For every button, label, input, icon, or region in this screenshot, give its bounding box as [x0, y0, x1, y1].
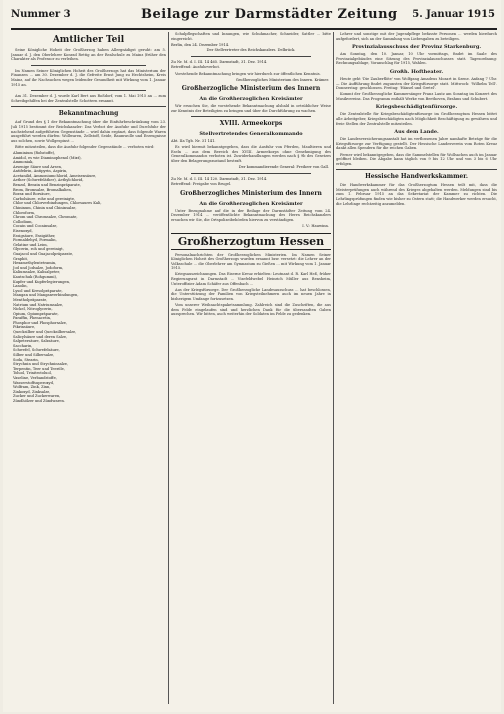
column-1: [11, 32, 166, 706]
paragraph: Wir ersuchen Sie, die vorstehende Bekanntmachung alsbald in ortsüblicher Weise zur Kenntnis der Beteiligten zu bringen und über die Durchführung zu wachen.: [171, 104, 331, 113]
list-item: Pikrinsäure,: [13, 325, 36, 330]
heading-kriegsbeschaedigtenfuersorge: Kriegsbeschädigtenfürsorge.: [375, 104, 458, 111]
list-item: Antifebrin, Antipyrin, Aspirin,: [13, 169, 68, 174]
heading-aus-dem-lande: Aus dem Lande.: [394, 129, 439, 136]
list-item: Nickel, Nitroglycerin,: [13, 307, 53, 312]
list-item: Saccharin,: [13, 343, 33, 348]
heading-amtlicher-teil: Amtlicher Teil: [52, 35, 125, 45]
list-item: Guajacol und Guajacolpräparate,: [13, 251, 74, 256]
reference-line: Zu Nr. M. d. I. III. 14 465. Darmstadt, 31. Dez. 1914.: [171, 59, 268, 64]
heading-ministerium: Großherzogliche Ministerium des Innern: [181, 85, 321, 93]
issue-date: 5. Januar 1915: [412, 9, 495, 20]
list-item: Phosphor und Phosphorsalze,: [13, 320, 67, 325]
column-3: [336, 32, 497, 706]
list-item: Kaliumsalze, Kalisalpeter,: [13, 270, 61, 275]
list-item: Ammoniak,: [13, 160, 34, 165]
list-item: Benzol, Benzin und Benzinpräparate,: [13, 183, 81, 188]
column-2: [171, 32, 331, 706]
reference-line: Abt. IIa Tgb. Nr. 31 141.: [171, 139, 216, 144]
divider: [11, 106, 166, 107]
paragraph: Die Landesversicherungsanstalt hat im verflossenen Jahre namhafte Beträge für die Kriegsfürsorge zur Verfügung gestellt. Der Hessische Landesverein vom Roten Kreuz dankt allen Spendern für die reichen Gaben.: [336, 137, 497, 151]
list-item: Opium, Opiumpräparate,: [13, 311, 59, 316]
list-item: Natrium und Natriumsalze,: [13, 302, 64, 307]
divider: [336, 169, 497, 170]
list-item: Aluminium (Rohstoffe),: [13, 150, 56, 155]
paragraph: Seine Königliche Hoheit der Großherzog haben Allergnädigst geruht: am 5. Januar d. J. den Oberlehrer Konrad Rettig an der Realschule zu Mainz (früher den Charakter als Professor zu verleihen.: [11, 48, 166, 62]
list-item: Lanolin,: [13, 284, 28, 289]
list-item: Salpetersäure, Salzsäure,: [13, 339, 60, 344]
signature: Der Stellvertreter des Reichskanzlers. Delbrück.: [206, 48, 296, 53]
heading-kreisaemter: An die Großherzoglichen Kreisämter: [199, 96, 303, 103]
subject-line: Betreffend: Freigabe von Brugel.: [171, 182, 232, 187]
subject-line: Betreffend: Ausfuhrverbot.: [171, 65, 221, 70]
list-item: Zündhölzer und Zündwaren.: [13, 398, 65, 403]
paragraph: Die Handwerkskammer für das Großherzogtum Hessen teilt mit, dass die Meisterprüfungen auch während des Krieges abgehalten werden. Meldungen sind bis zum 1. Februar 1915 an das Sekretariat der Kammer zu richten. Die Lehrlingsprüfungen finden wie bisher zu Ostern statt; die Handwerker werden ersucht, die Lehrlinge rechtzeitig anzumelden.: [336, 183, 497, 206]
column-divider: [168, 32, 169, 704]
list-item: Paraffin, Phenacetin,: [13, 316, 52, 321]
list-item: Collodium,: [13, 219, 33, 224]
divider: [31, 65, 146, 66]
paragraph: Aus der Kriegsfürsorge. Der Großherzogliche Landesausschuss ... hat beschlossen, die Unterstützung der Familien von Kriegsteilnehmern auch im neuen Jahre in bisherigem Umfange fortzusetzen.: [171, 287, 331, 301]
paragraph: Unter Bezugnahme auf die in der Beilage der Darmstädter Zeitung vom 24. Dezember 1914 ... veröffentlichte Bekanntmachung des Herrn Reichskanzlers ersuchen wir Sie, die Ortspolizeibehörden hiervon zu verständigen.: [171, 208, 331, 222]
list-item: Soda, Stearin,: [13, 357, 39, 362]
list-item: Kupfer und Kupferlegierungen,: [13, 279, 71, 284]
heading-handwerkskammer: Hessische Handwerkskammer.: [365, 173, 468, 181]
list-item: Eisenoxyd,: [13, 229, 33, 233]
list-item: Aether (Schwefeläther), Aethylchlorid,: [13, 178, 84, 183]
masthead: [11, 6, 497, 30]
paragraph: Am 31. Dezember d. J. wurde Karl Bert aus Roßdorf, vom 1. Mai 1915 an ... zum Schreibgehilfen bei der Zentralstelle Schottern ernannt.: [11, 94, 166, 103]
list-item: Kautschuk (Rohgummi),: [13, 274, 58, 279]
list-item: Jod und Jodsalze, Jodoform,: [13, 265, 64, 270]
dateline: Berlin, den 24. Dezember 1914.: [171, 42, 230, 47]
heading-grossherzogtum-hessen: Großherzogtum Hessen: [171, 233, 331, 250]
issue-number: Nummer 3: [11, 9, 71, 20]
signature: I. V.: Hauwinn.: [302, 223, 329, 228]
divider: [191, 173, 311, 174]
list-item: Graphit,: [13, 256, 29, 261]
divider: [31, 90, 146, 91]
list-item: Silber und Silbersalze,: [13, 353, 55, 358]
paragraph: Vom unserer Weihnachtspaketsammlung. Zahlreich sind die Zuschriften, die aus dem Felde eingelaufen sind und herzlichen Dank für die übersandten Gaben aussprechen. Wir bitten, auch weiterhin der Soldaten im Felde zu gedenken.: [171, 303, 331, 317]
list-item: Chlor und Chlorverbindungen, Chlorsaures Kali,: [13, 201, 102, 206]
heading-bekanntmachung: Bekanntmachung: [58, 110, 119, 118]
list-item: Borax und Borsäure,: [13, 192, 51, 197]
list-item: Quecksilber und Quecksilbersalze,: [13, 330, 77, 335]
list-item: Terpentin, Teer und Teeröle,: [13, 366, 65, 371]
list-item: Chininum, Chinin und Chininsalze,: [13, 206, 77, 211]
list-item: Arsenige Säure und Arsen,: [13, 164, 63, 169]
list-item: Acetanilid, Ammoniumchlorid, Ameisensäure,: [13, 173, 97, 178]
list-item: Chloroform,: [13, 210, 36, 215]
list-item: Cocain und Cocainsalze,: [13, 224, 58, 229]
heading-ministerium: Großherzogliches Ministerium des Innern: [180, 189, 322, 197]
heading-kreisaemter: An die Großherzoglichen Kreisämter: [199, 200, 303, 207]
list-item: Hexamethylentetramin,: [13, 261, 57, 266]
list-item: Glycerin, roh und gereinigt,: [13, 247, 64, 252]
list-item: Zinkoxyd, Zinksalze,: [13, 389, 51, 394]
list-item: Zucker und Zuckerwaren,: [13, 394, 61, 399]
list-item: Brom, Bromsalze, Bromalkalien,: [13, 187, 73, 192]
list-item: Salicylsäure und deren Salze,: [13, 334, 68, 339]
paragraph: Im Namen Seiner Königlichen Hoheit des Großherzogs hat das Ministerium der Finanzen ... am 30. Dezember d. J. die Gefreite Ernst Jung zu Hechtsheim, Kreis Mainz, auf ihr Nachsuchen wegen leidender Gesundheit mit Wirkung vom 1. Januar 1915 an.: [11, 68, 166, 87]
paragraph: Vorstehende Bekanntmachung bringen wir hierdurch zur öffentlichen Kenntnis.: [175, 71, 321, 76]
heading-armeekorps: XVIII. Armeekorps: [219, 120, 283, 128]
list-item: Wolfram, Zink, Zinn,: [13, 385, 51, 390]
divider: [191, 116, 311, 117]
subheading-generalkommando: Stellvertretendes Generalkommando: [199, 131, 303, 138]
heading-hoftheater: Großh. Hoftheater.: [389, 68, 444, 75]
paragraph: Kriegsauszeichnungen. Das Eiserne Kreuz erhielten: Leutnant d. R. Karl Heß, früher Regierungsrat in Darmstadt ... Vizefeldwebel Heinrich Müller aus Bensheim, Unteroffizier Adam Schäfer aus Offenbach ...: [171, 272, 331, 286]
paragraph: Es wird hiermit bekanntgegeben, dass die Ausfuhr von Pferden, Maultieren und Eseln ... aus dem Bereich des XVIII. Armeekorps ohne Genehmigung des Generalkommandos verboten ist. Zuwiderhandlungen werden nach § 9b des Gesetzes über den Belagerungszustand bestraft.: [171, 145, 331, 163]
paragraph: Die Zentralstelle für Kriegsbeschädigtenfürsorge im Großherzogtum Hessen bittet alle Arbeitgeber, Kriegsbeschädigten nach Möglichkeit Beschäftigung zu gewähren und freie Stellen der Zentralstelle mitzuteilen.: [336, 112, 497, 126]
reference-line: Zu Nr. M. d. I. III. 14 120. Darmstadt, 31. Dez. 1914.: [171, 176, 268, 181]
paragraph: Heute geht 'Die Zauberflöte' von Wolfgang Amadeus Mozart in Szene. Anfang 7 Uhr. — Die Aufführung findet zugunsten der Kriegsfürsorge statt. Mittwoch: 'Wilhelm Tell'. Donnerstag: geschlossen. Freitag: 'Hänsel und Gretel'.: [336, 76, 497, 91]
signature: Großherzogliches Ministerium des Innern. Krämer.: [235, 77, 329, 82]
paragraph: Ferner wird bekanntgegeben, dass die Sammelstellen für Wollsachen auch im Januar geöffnet bleiben. Die Abgabe kann täglich von 9 bis 12 Uhr und von 3 bis 6 Uhr erfolgen.: [336, 152, 497, 166]
paragraph: Am Sonntag, den 10. Januar, 10 Uhr vormittags, findet im Saale des Provinzialgebäudes eine Sitzung des Provinzialausschusses statt. Tagesordnung: Rechnungsablage, Voranschlag für 1915, Wahlen.: [336, 52, 497, 66]
paragraph: Personalnachrichten der Großherzoglichen Ministerien. Im Namen Seiner Königlichen Hoheit des Großherzogs wurden ernannt bzw. versetzt: die Lehrer an der Volksschule ... die Oberlehrer am Gymnasium zu Gießen ... mit Wirkung vom 1. Januar 1915.: [171, 252, 331, 271]
goods-list: [11, 151, 166, 404]
paragraph: Lehrer und sonstige mit der Jugendpflege befasste Personen ... werden hierdurch aufgefordert, sich an der Sammlung von Liebesgaben zu beteiligen.: [336, 32, 497, 41]
paragraph: Schulpflegschaften und Innungen, wie Schuhmacher, Schneider, Sattler ... bitte eingereicht.: [171, 32, 331, 41]
list-item: Amidol, es wie Diaminophenol (Mixt),: [13, 155, 82, 160]
divider: [191, 56, 311, 57]
list-item: Schwefel, Schwefelsäure,: [13, 348, 60, 353]
column-divider: [333, 32, 334, 704]
heading-provinzialausschuss: Provinzialausschuss der Provinz Starkenburg.: [351, 44, 482, 51]
list-item: Carbolsäure, rohe und gereinigte,: [13, 196, 76, 201]
list-item: Toluol, Trinitrotoluol,: [13, 371, 52, 376]
list-item: Mentholpräparate,: [13, 297, 48, 302]
list-item: Strychnin und Strychninsalze,: [13, 362, 69, 367]
list-item: Mangan und Manganverbindungen,: [13, 293, 79, 298]
list-item: Essigsäure, Essigäther,: [13, 233, 56, 238]
paragraph: Auf Grund des § 1 der Bekanntmachung über die Einfuhrbeschränkung vom 23. Juli 1915 bestimmt der Reichskanzler: Das Verbot der Ausfuhr und Durchfuhr der nachstehend aufgeführten Gegenstände ... wird dahin ergänzt, dass folgende Waren ausgeführt werden dürfen: Wollwaren, Zellstoff, Seide, Baumwolle und Erzeugnisse aus solchen, sowie Wollgespinst ...: [11, 120, 166, 143]
list-item: Formaldehyd, Formalin,: [13, 238, 57, 243]
list-item: Vaseline, Verbandstoffe,: [13, 376, 57, 380]
signature: Der kommandierende General: Freiherr von Gall.: [238, 164, 329, 169]
paragraph: Bitte mitzuteilen, dass die Ausfuhr folgender Gegenstände ... verboten wird:: [15, 144, 155, 149]
paragraph: Kommt der Großherzogliche Kammersänger Franz Lautz am Sonntag im Konzert des Musikvereins. Das Programm enthält Werke von Beethoven, Brahms und Schubert.: [336, 92, 497, 101]
list-item: Gelatine und Leim,: [13, 242, 48, 247]
newspaper-page: [3, 0, 501, 712]
list-item: Lysol und Kresolpräparate,: [13, 288, 63, 293]
list-item: Chrom und Chromsalze, Chromate,: [13, 215, 78, 220]
newspaper-title: Beilage zur Darmstädter Zeitung: [141, 7, 398, 22]
list-item: Wasserstoffsuperoxyd,: [13, 380, 55, 385]
